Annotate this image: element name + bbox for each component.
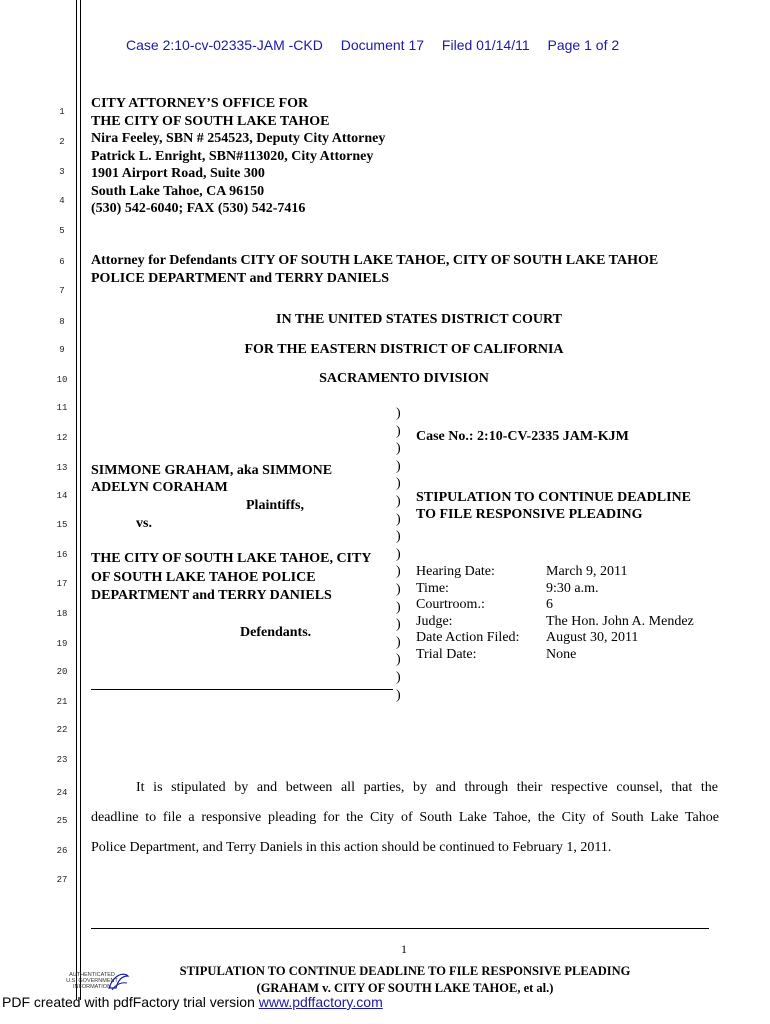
line-number: 25	[56, 816, 68, 826]
line-number: 7	[59, 286, 65, 296]
footer-title: STIPULATION TO CONTINUE DEADLINE TO FILE RESPONSIVE PLEADING	[179, 964, 631, 978]
caption-parenthesis: )	[396, 546, 401, 562]
attorney-line: South Lake Tahoe, CA 96150	[91, 183, 265, 199]
hearing-value: March 9, 2011	[546, 564, 628, 579]
hearing-value: 6	[546, 597, 553, 613]
defendant-name-line1: THE CITY OF SOUTH LAKE TAHOE, CITY	[91, 551, 372, 566]
hearing-label: Trial Date:	[416, 647, 477, 662]
page-number: 1	[401, 942, 407, 956]
attorney-for-defendants	[91, 252, 658, 287]
line-number: 14	[56, 491, 68, 501]
case-number: Case No.: 2:10-CV-2335 JAM-KJM	[416, 429, 629, 444]
page-count-header: Page 1 of 2	[547, 37, 620, 53]
line-number: 6	[59, 257, 65, 267]
attorney-for-line: Attorney for Defendants CITY OF SOUTH LAKE TAHOE, CITY OF SOUTH LAKE TAHOE	[91, 253, 659, 268]
left-margin-rule-inner	[80, 0, 81, 1000]
line-number: 26	[56, 846, 68, 856]
line-number: 27	[56, 875, 68, 885]
line-number: 13	[56, 463, 68, 473]
line-number: 23	[56, 755, 68, 765]
seal-text-line: U.S. GOVERNMENT	[66, 978, 118, 984]
caption-parenthesis: )	[396, 564, 401, 580]
plaintiffs-label: Plaintiffs,	[246, 498, 304, 513]
body-line2: deadline to file a responsive pleading for the City of South Lake Tahoe, the City of South Lake Tahoe	[91, 810, 719, 825]
hearing-label: Date Action Filed:	[416, 630, 520, 646]
case-number-header: Case 2:10-cv-02335-JAM -CKD	[126, 37, 323, 53]
court-name: IN THE UNITED STATES DISTRICT COURT	[276, 312, 562, 327]
hearing-value: The Hon. John A. Mendez	[546, 613, 694, 629]
caption-parenthesis: )	[396, 494, 401, 509]
caption-underline	[91, 689, 393, 690]
defendant-name-line3: DEPARTMENT and TERRY DANIELS	[91, 588, 332, 603]
pdf-notice-text: PDF created with pdfFactory trial version	[2, 994, 259, 1010]
attorney-line: Nira Feeley, SBN # 254523, Deputy City Attorney	[91, 131, 386, 146]
document-title-line2: TO FILE RESPONSIVE PLEADING	[416, 507, 643, 522]
line-number: 19	[56, 639, 68, 649]
line-number: 21	[56, 697, 68, 707]
line-number: 9	[59, 345, 65, 355]
line-number: 24	[56, 788, 68, 798]
caption-parenthesis: )	[396, 423, 401, 439]
line-number: 4	[59, 196, 65, 206]
defendants-label: Defendants.	[240, 625, 312, 640]
hearing-label: Judge:	[416, 613, 453, 629]
court-division: SACRAMENTO DIVISION	[319, 371, 489, 386]
attorney-line: Patrick L. Enright, SBN#113020, City Attorney	[91, 148, 374, 164]
attorney-block	[91, 95, 385, 218]
document-title-line1: STIPULATION TO CONTINUE DEADLINE	[416, 490, 692, 505]
footer-subtitle: (GRAHAM v. CITY OF SOUTH LAKE TAHOE, et al.)	[256, 981, 554, 995]
caption-parenthesis: )	[396, 406, 401, 421]
line-number: 11	[56, 403, 68, 413]
versus-label: vs.	[136, 516, 152, 531]
line-number: 1	[59, 107, 65, 117]
line-number: 15	[56, 520, 68, 530]
court-district: FOR THE EASTERN DISTRICT OF CALIFORNIA	[244, 342, 564, 357]
caption-parenthesis: )	[396, 529, 401, 545]
document-number-header: Document 17	[340, 37, 425, 53]
defendant-name-line2: OF SOUTH LAKE TAHOE POLICE	[91, 570, 316, 585]
line-number: 16	[56, 550, 68, 560]
line-number: 17	[56, 579, 68, 589]
attorney-line: 1901 Airport Road, Suite 300	[91, 166, 265, 181]
caption-parenthesis: )	[396, 458, 401, 474]
line-number: 3	[59, 167, 65, 177]
caption-parenthesis: )	[396, 634, 401, 650]
attorney-line: CITY ATTORNEY’S OFFICE FOR	[91, 96, 309, 111]
caption-parenthesis: )	[396, 670, 401, 685]
pdf-factory-notice	[2, 994, 383, 1010]
hearing-value: None	[546, 647, 577, 662]
eagle-seal-icon	[106, 970, 130, 994]
line-number: 18	[56, 609, 68, 619]
attorney-for-line: POLICE DEPARTMENT and TERRY DANIELS	[91, 270, 390, 286]
body-line1: It is stipulated by and between all parties, by and through their respective counsel, that the	[136, 780, 718, 795]
seal-text-line: AUTHENTICATED	[69, 972, 115, 978]
caption-parenthesis: )	[396, 599, 401, 615]
attorney-line: THE CITY OF SOUTH LAKE TAHOE	[91, 113, 330, 129]
caption-parenthesis: )	[396, 687, 401, 703]
caption-parenthesis: )	[396, 652, 401, 668]
seal-text-line: INFORMATION	[72, 984, 112, 990]
caption-parenthesis: )	[396, 476, 401, 492]
plaintiff-name-line1: SIMMONE GRAHAM, aka SIMMONE	[91, 463, 333, 478]
line-number: 12	[56, 433, 68, 443]
caption-parenthesis: )	[396, 617, 401, 633]
caption-parenthesis: )	[396, 582, 401, 597]
body-line3: Police Department, and Terry Daniels in this action should be continued to February 1, 2011.	[91, 840, 612, 855]
left-margin-rule	[76, 0, 77, 1000]
attorney-line: (530) 542-6040; FAX (530) 542-7416	[91, 201, 306, 216]
pdffactory-link[interactable]: www.pdffactory.com	[258, 994, 383, 1010]
line-number: 22	[56, 725, 68, 735]
line-number: 2	[59, 137, 65, 147]
footer-rule	[91, 928, 709, 929]
line-number: 8	[59, 317, 65, 327]
filed-date-header: Filed 01/14/11	[441, 37, 530, 53]
line-number: 10	[56, 375, 68, 385]
hearing-label: Hearing Date:	[416, 564, 495, 579]
hearing-value: August 30, 2011	[546, 630, 639, 646]
line-number: 20	[56, 667, 68, 677]
caption-parenthesis: )	[396, 511, 401, 527]
hearing-label: Courtroom.:	[416, 597, 485, 613]
hearing-label: Time:	[416, 580, 449, 596]
document-header	[126, 37, 633, 53]
caption-parenthesis: )	[396, 441, 401, 457]
plaintiff-name-line2: ADELYN CORAHAM	[91, 480, 228, 495]
line-number: 5	[59, 226, 65, 236]
hearing-value: 9:30 a.m.	[546, 580, 599, 596]
